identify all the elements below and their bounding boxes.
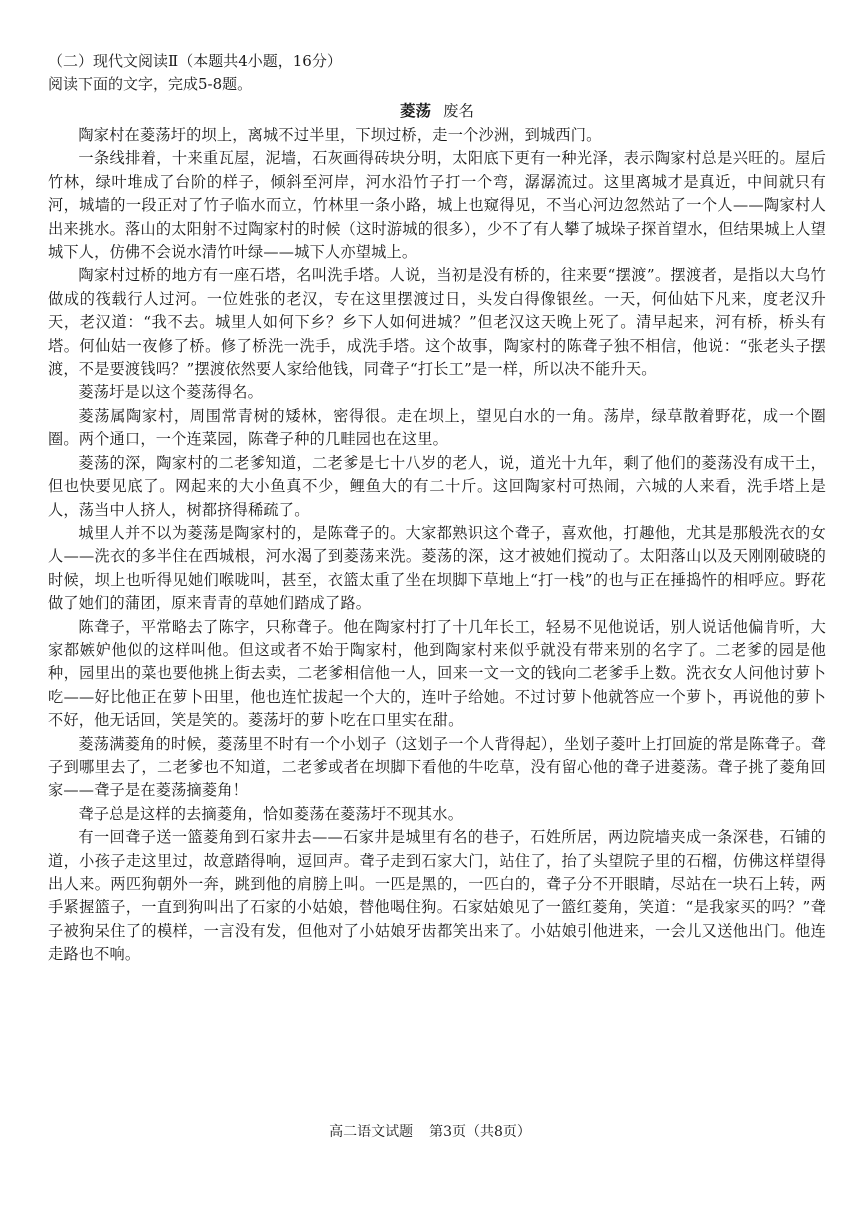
- paragraph-4: 菱荡圩是以这个菱荡得名。: [78, 383, 264, 402]
- paragraph-2: 一条线排着，十来重瓦屋，泥墙，石灰画得砖块分明，太阳底下更有一种光泽，表示陶家村总是兴旺的。屋后竹林，绿叶堆成了台阶的样子，倾斜至河岸，河水沿竹子打一个弯，潺潺流过。这里离城才是真近，中间就只有河，城墙的一段正对了竹子临水而立，竹林里一条小路，城上也窥得见，不当心河边忽然站了一个人——陶家村人出来挑水。落山的太阳射不过陶家村的时候（这时游城的很多），少不了有人攀了城垛子探首望水，但结果城上人望城下人，仿佛不会说水清竹叶绿——城下人亦望城上。: [48, 149, 826, 262]
- paragraph-6: 菱荡的深，陶家村的二老爹知道，二老爹是七十八岁的老人，说，道光十九年，剩了他们的菱荡没有成干土，但也快要见底了。网起来的大小鱼真不少，鲤鱼大的有二十斤。这回陶家村可热闹，六城的人来看，洗手塔上是人，荡当中人挤人，树都挤得稀疏了。: [48, 453, 826, 519]
- section-heading: （二）现代文阅读Ⅱ（本题共4小题，16分）: [48, 52, 342, 70]
- page-footer: [0, 1122, 860, 1142]
- story-author: 废名: [443, 102, 475, 120]
- paragraph-11: 有一回聋子送一篮菱角到石家井去——石家井是城里有名的巷子，石姓所居，两边院墙夹成一条深巷，石铺的道，小孩子走这里过，故意踏得响，逗回声。聋子走到石家大门，站住了，抬了头望院子里的石榴，仿佛这样望得出人来。两匹狗朝外一奔，跳到他的肩膀上叫。一匹是黑的，一匹白的，聋子分不开眼睛，尽站在一块石上转，两手紧握篮子，一直到狗叫出了石家的小姑娘，替他喝住狗。石家姑娘见了一篮红菱角，笑道：“是我家买的吗？”聋子被狗呆住了的模样，一言没有发，但他对了小姑娘牙齿都笑出来了。小姑娘引他进来，一会儿又送他出门。他连走路也不响。: [48, 828, 826, 964]
- paragraph-1: 陶家村在菱荡圩的坝上，离城不过半里，下坝过桥，走一个沙洲，到城西门。: [78, 126, 602, 144]
- story-title-row: [48, 98, 826, 124]
- paragraph-9: 菱荡满菱角的时候，菱荡里不时有一个小划子（这划子一个人背得起），坐划子菱叶上打回旋的常是陈聋子。聋子到哪里去了，二老爹也不知道，二老爹或者在坝脚下看他的牛吃草，没有留心他的聋子进菱荡。聋子挑了菱角回家——聋子是在菱荡摘菱角！: [48, 734, 826, 800]
- paragraph-3: 陶家村过桥的地方有一座石塔，名叫洗手塔。人说，当初是没有桥的，往来要“摆渡”。摆渡者，是指以大乌竹做成的筏载行人过河。一位姓张的老汉，专在这里摆渡过日，头发白得像银丝。一天，何仙姑下凡来，度老汉升天，老汉道：“我不去。城里人如何下乡？乡下人如何进城？”但老汉这天晚上死了。清早起来，河有桥，桥头有塔。何仙姑一夜修了桥。修了桥洗一洗手，成洗手塔。这个故事，陶家村的陈聋子独不相信，他说：“张老头子摆渡，不是要渡钱吗？”摆渡依然要人家给他钱，同聋子“打长工”是一样，所以决不能升天。: [48, 266, 826, 379]
- paragraph-5: 菱荡属陶家村，周围常青树的矮林，密得很。走在坝上，望见白水的一角。荡岸，绿草散着野花，成一个圈圈。两个通口，一个连菜园，陈聋子种的几畦园也在这里。: [48, 406, 826, 449]
- page-content: [48, 50, 826, 967]
- instruction-text: 阅读下面的文字，完成5-8题。: [48, 75, 253, 93]
- story-title: 菱荡: [399, 101, 431, 120]
- footer-page-number: 第3页（共8页）: [429, 1124, 531, 1140]
- footer-subject: 高二语文试题: [329, 1124, 414, 1140]
- paragraph-8: 陈聋子，平常略去了陈字，只称聋子。他在陶家村打了十几年长工，轻易不见他说话，别人说话他偏肯听，大家都嫉妒他似的这样叫他。但这或者不始于陶家村，他到陶家村来似乎就没有带来别的名字了。二老爹的园是他种，园里出的菜也要他挑上街去卖，二老爹相信他一人，回来一文一文的钱向二老爹手上数。洗衣女人问他讨萝卜吃——好比他正在萝卜田里，他也连忙拔起一个大的，连叶子给她。不过讨萝卜他就答应一个萝卜，再说他的萝卜不好，他无话回，笑是笑的。菱荡圩的萝卜吃在口里实在甜。: [48, 617, 826, 730]
- paragraph-10: 聋子总是这样的去摘菱角，恰如菱荡在菱荡圩不现其水。: [78, 804, 464, 823]
- paragraph-7: 城里人并不以为菱荡是陶家村的，是陈聋子的。大家都熟识这个聋子，喜欢他，打趣他，尤其是那般洗衣的女人——洗衣的多半住在西城根，河水渴了到菱荡来洗。菱荡的深，这才被她们搅动了。太阳落山以及天刚刚破晓的时候，坝上也听得见她们喉咙叫，甚至，衣篮太重了坐在坝脚下草地上“打一栈”的也与正在捶捣忤的相呼应。野花做了她们的蒲团，原来青青的草她们踏成了路。: [48, 523, 826, 613]
